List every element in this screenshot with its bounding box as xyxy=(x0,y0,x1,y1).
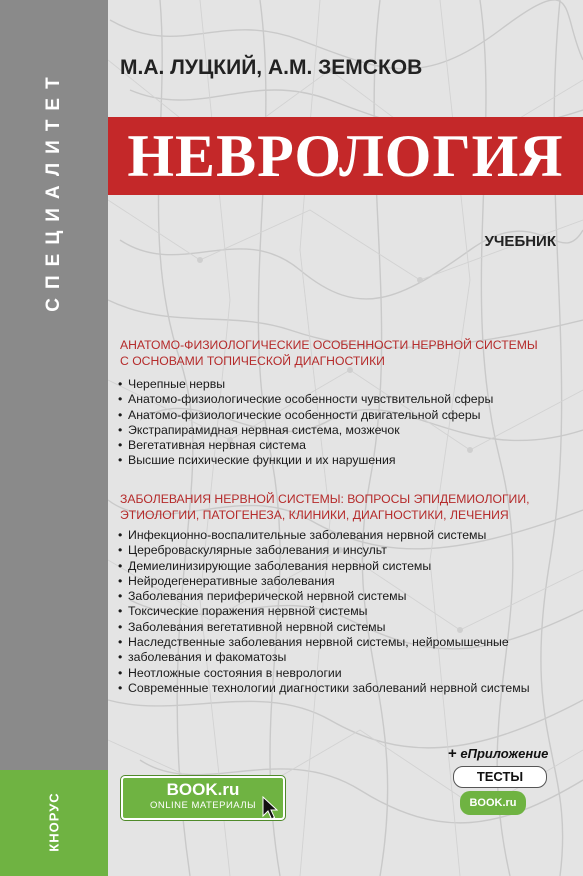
series-label: СПЕЦИАЛИТЕТ xyxy=(43,68,64,312)
list-item: • Черепные нервы xyxy=(118,377,493,392)
mouse-pointer-icon xyxy=(262,796,278,822)
list-item: • Демиелинизирующие заболевания нервной системы xyxy=(118,559,530,574)
disease-topics-list xyxy=(118,528,530,696)
section-heading-diseases xyxy=(120,491,529,523)
list-item: • Анатомо-физиологические особенности чувствительной сферы xyxy=(118,392,493,407)
list-item: • Заболевания периферической нервной системы xyxy=(118,589,530,604)
book-ru-badge: BOOK.ru xyxy=(460,791,526,815)
section-heading-anatomy xyxy=(120,337,538,369)
list-item: • Современные технологии диагностики заболеваний нервной системы xyxy=(118,681,530,696)
e-appendix-label xyxy=(448,745,558,762)
section-heading-line: АНАТОМО-ФИЗИОЛОГИЧЕСКИЕ ОСОБЕННОСТИ НЕРВНОЙ СИСТЕМЫ xyxy=(120,338,538,352)
list-item: • Токсические поражения нервной системы xyxy=(118,604,530,619)
list-item: • Экстрапирамидная нервная система, мозжечок xyxy=(118,423,493,438)
e-appendix-text: еПриложение xyxy=(460,746,549,761)
online-button-brand: BOOK.ru xyxy=(166,780,240,799)
book-type: УЧЕБНИК xyxy=(484,233,556,250)
list-item: • Цереброваскулярные заболевания и инсульт xyxy=(118,543,530,558)
list-item: • Неотложные состояния в неврологии xyxy=(118,666,530,681)
section-heading-line: С ОСНОВАМИ ТОПИЧЕСКОЙ ДИАГНОСТИКИ xyxy=(120,354,385,368)
list-item: • Высшие психические функции и их нарушения xyxy=(118,453,493,468)
list-item: • Наследственные заболевания нервной системы, нейромышечные xyxy=(118,635,530,650)
online-materials-button[interactable] xyxy=(121,776,285,820)
section-heading-line: ЗАБОЛЕВАНИЯ НЕРВНОЙ СИСТЕМЫ: ВОПРОСЫ ЭПИДЕМИОЛОГИИ, xyxy=(120,492,530,506)
authors: М.А. ЛУЦКИЙ, А.М. ЗЕМСКОВ xyxy=(120,56,423,79)
list-item: • Анатомо-физиологические особенности двигательной сферы xyxy=(118,408,493,423)
list-item: • Инфекционно-воспалительные заболевания нервной системы xyxy=(118,528,530,543)
online-button-caption: ONLINE МАТЕРИАЛЫ xyxy=(149,800,256,811)
list-item: • Нейродегенеративные заболевания xyxy=(118,574,530,589)
list-item-continuation: • заболевания и факоматозы xyxy=(118,650,530,665)
section-heading-line: ЭТИОЛОГИИ, ПАТОГЕНЕЗА, КЛИНИКИ, ДИАГНОСТИКИ, ЛЕЧЕНИЯ xyxy=(120,508,509,522)
publisher-label: КНОРУС xyxy=(46,792,62,852)
book-title: НЕВРОЛОГИЯ xyxy=(127,123,564,189)
list-item: • Заболевания вегетативной нервной системы xyxy=(118,620,530,635)
e-appendix-block xyxy=(448,745,558,815)
tests-button[interactable]: ТЕСТЫ xyxy=(453,766,547,788)
plus-icon: + xyxy=(448,745,457,762)
list-item: • Вегетативная нервная система xyxy=(118,438,493,453)
anatomy-topics-list xyxy=(118,377,493,469)
